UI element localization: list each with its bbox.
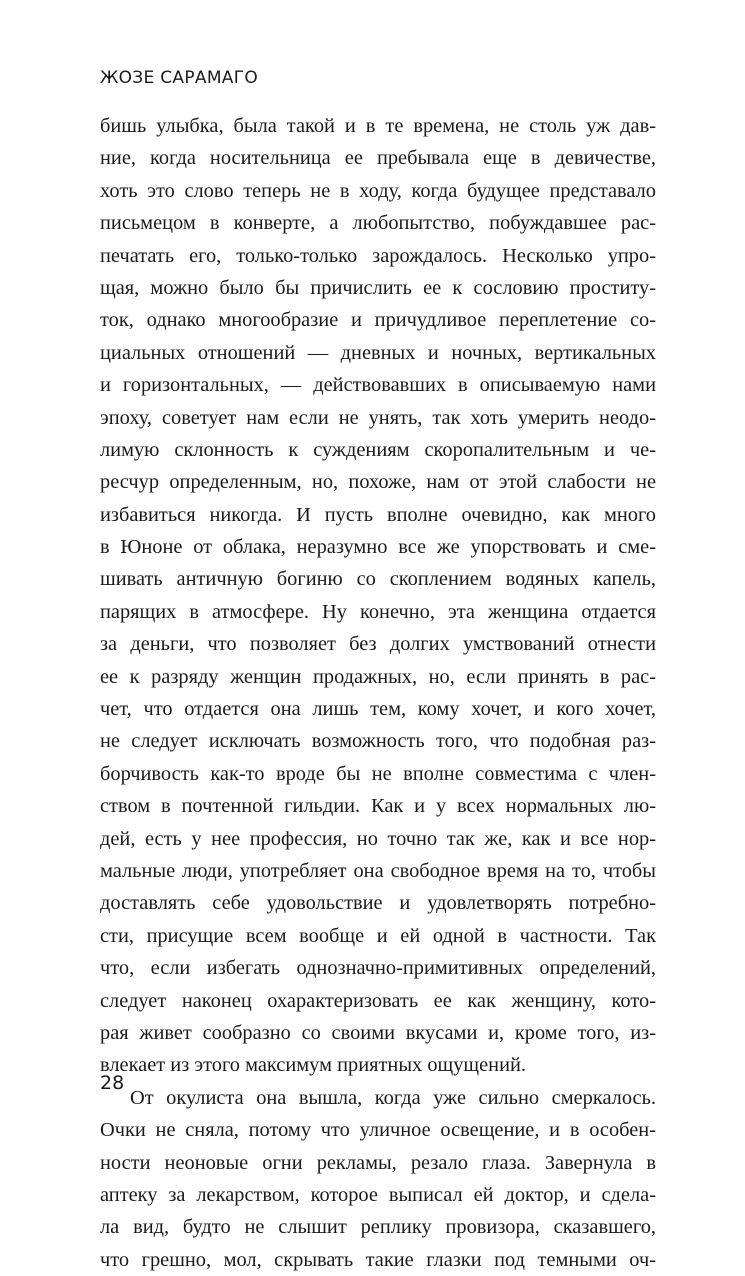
text-line: письмецом в конверте, а любопытство, побуждавшее рас- (100, 212, 656, 235)
text-line: парящих в атмосфере. Ну конечно, эта женщина отдается (100, 600, 656, 623)
text-line: ее к разряду женщин продажных, но, если принять в рас- (100, 665, 656, 688)
text-line: шивать античную богиню со скоплением водяных капель, (100, 568, 656, 591)
text-line: в Юноне от облака, неразумно все же упорствовать и сме- (100, 536, 656, 559)
text-line: рая живет сообразно со своими вкусами и, кроме того, из- (100, 1021, 656, 1044)
body-text (100, 110, 656, 1276)
text-line: печатать его, только-только зарождалось. Несколько упро- (100, 244, 656, 267)
text-line: ности неоновые огни рекламы, резало глаза. Завернула в (100, 1151, 656, 1174)
text-line: аптеку за лекарством, которое выписал ей доктор, и сдела- (100, 1183, 656, 1206)
text-line: избавиться никогда. И пусть вполне очевидно, как много (100, 503, 656, 526)
text-line: влекает из этого максимум приятных ощущений. (100, 1054, 526, 1077)
text-line: ние, когда носительница ее пребывала еще в девичестве, (100, 147, 656, 170)
running-head: ЖОЗЕ САРАМАГО (100, 68, 259, 88)
text-line: ток, однако многообразие и причудливое переплетение со- (100, 309, 656, 332)
text-line: щая, можно было бы причислить ее к сословию проститу- (100, 276, 656, 299)
text-line: борчивость как-то вроде бы не вполне совместима с член- (100, 762, 656, 785)
text-line: хоть это слово теперь не в ходу, когда будущее представало (100, 179, 656, 202)
text-line: ла вид, будто не слышит реплику провизора, сказавшего, (100, 1216, 656, 1239)
text-line: следует наконец охарактеризовать ее как женщину, кото- (100, 989, 656, 1012)
text-line: и горизонтальных, — действовавших в описываемую нами (100, 374, 656, 397)
text-line: бишь улыбка, была такой и в те времена, не столь уж дав- (100, 115, 656, 137)
text-line: эпоху, советует нам если не унять, так хоть умерить неодо- (100, 406, 656, 429)
text-line: Очки не сняла, потому что уличное освещение, и в особен- (100, 1119, 656, 1142)
text-line: чет, что отдается она лишь тем, кому хочет, и кого хочет, (100, 698, 656, 721)
text-line: не следует исключать возможность того, что подобная раз- (100, 730, 656, 753)
paragraph-first-line: От окулиста она вышла, когда уже сильно смеркалось. (130, 1086, 656, 1109)
text-line: сти, присущие всем вообще и ей одной в частности. Так (100, 924, 656, 947)
text-line: циальных отношений — дневных и ночных, вертикальных (100, 341, 656, 364)
text-line: ресчур определенным, но, похоже, нам от этой слабости не (100, 471, 656, 494)
text-line: дей, есть у нее профессия, но точно так же, как и все нор- (100, 827, 656, 850)
text-line: что, если избегать однозначно-примитивных определений, (100, 957, 656, 980)
text-line: что грешно, мол, скрывать такие глазки под темными оч- (100, 1248, 656, 1271)
text-line: за деньги, что позволяет без долгих умствований отнести (100, 633, 656, 656)
text-line: лимую склонность к суждениям скоропалительным и че- (100, 438, 656, 461)
page-number: 28 (100, 1072, 125, 1094)
text-line: доставлять себе удовольствие и удовлетворять потребно- (100, 892, 656, 915)
text-line: мальные люди, употребляет она свободное время на то, чтобы (100, 859, 656, 882)
text-line: ством в почтенной гильдии. Как и у всех нормальных лю- (100, 795, 656, 818)
